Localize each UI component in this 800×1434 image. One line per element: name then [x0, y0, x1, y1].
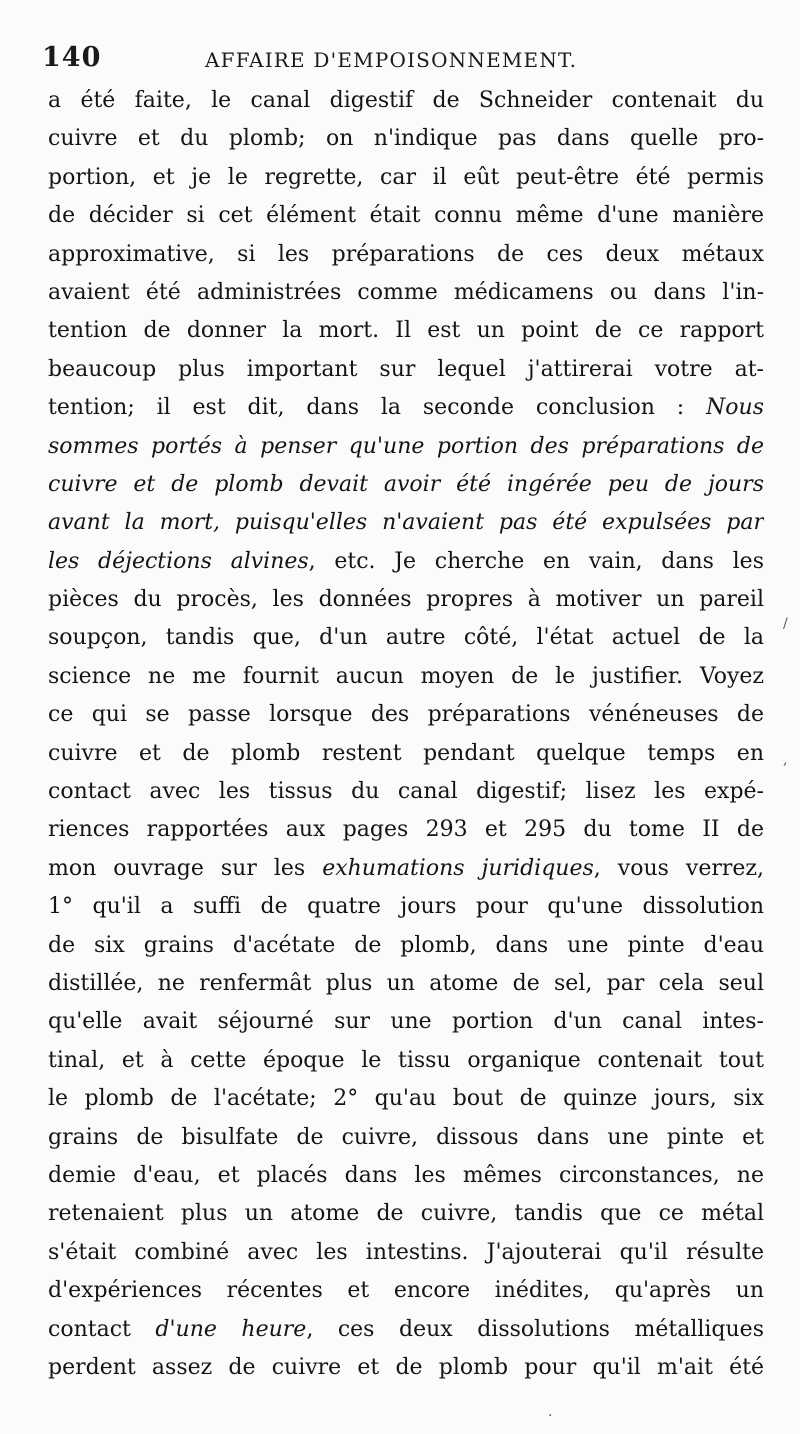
text-line — [48, 236, 764, 274]
text-line — [48, 82, 764, 120]
margin-mark: · — [548, 1408, 553, 1424]
margin-mark: / — [783, 616, 788, 632]
text-run: de décider si cet élément était connu même d'une manière — [48, 203, 764, 229]
text-line — [48, 696, 764, 734]
text-run: ce qui se passe lorsque des préparations vénéneuses de — [48, 702, 764, 728]
text-run: cuivre et de plomb restent pendant quelque temps en — [48, 740, 764, 766]
text-run: le plomb de l'acétate; 2° qu'au bout de quinze jours, six — [48, 1086, 764, 1112]
italic-text: sommes portés à penser qu'une portion des préparations de — [48, 433, 764, 459]
text-run: s'était combiné avec les intestins. J'ajouterai qu'il résulte — [48, 1239, 764, 1265]
text-line — [48, 274, 764, 312]
italic-text: exhumations juridiques — [322, 855, 594, 881]
text-run: tention de donner la mort. Il est un point de ce rapport — [48, 318, 764, 344]
text-run: science ne me fournit aucun moyen de le justifier. Voyez — [48, 663, 764, 689]
margin-mark: , — [783, 752, 788, 768]
text-run: qu'elle avait séjourné sur une portion d'un canal intes- — [48, 1009, 764, 1035]
text-line — [48, 159, 764, 197]
text-line — [48, 1119, 764, 1157]
text-line — [48, 927, 764, 965]
text-line — [48, 466, 764, 504]
italic-text: les déjections alvines — [48, 548, 309, 574]
text-run: grains de bisulfate de cuivre, dissous dans une pinte et — [48, 1124, 764, 1150]
text-line — [48, 735, 764, 773]
text-run: perdent assez de cuivre et de plomb pour qu'il m'ait été — [48, 1354, 764, 1380]
text-line — [48, 1003, 764, 1041]
running-head — [42, 42, 762, 82]
text-run: demie d'eau, et placés dans les mêmes circonstances, ne — [48, 1162, 764, 1188]
text-run: d'expériences récentes et encore inédites, qu'après un — [48, 1278, 764, 1304]
text-line — [48, 543, 764, 581]
text-line — [48, 811, 764, 849]
text-run: , vous verrez, — [593, 855, 764, 881]
text-run: de six grains d'acétate de plomb, dans une pinte d'eau — [48, 932, 764, 958]
text-line — [48, 389, 764, 427]
italic-text: d'une heure — [155, 1316, 307, 1342]
text-line — [48, 1080, 764, 1118]
text-run: , etc. Je cherche en vain, dans les — [308, 548, 764, 574]
text-line — [48, 312, 764, 350]
text-line — [48, 965, 764, 1003]
text-run: beaucoup plus important sur lequel j'attirerai votre at- — [48, 356, 764, 382]
text-line — [48, 1349, 764, 1387]
text-line — [48, 888, 764, 926]
text-line — [48, 1042, 764, 1080]
text-run: retenaient plus un atome de cuivre, tandis que ce métal — [48, 1201, 764, 1227]
text-run: contact — [48, 1316, 156, 1342]
text-run: , ces deux dissolutions métalliques — [306, 1316, 764, 1342]
text-run: cuivre et du plomb; on n'indique pas dans quelle pro- — [48, 126, 764, 152]
text-run: tinal, et à cette époque le tissu organique contenait tout — [48, 1047, 764, 1073]
page-heading: AFFAIRE D'EMPOISONNEMENT. — [205, 48, 578, 72]
text-line — [48, 1272, 764, 1310]
text-run: contact avec les tissus du canal digestif; lisez les expé- — [48, 779, 764, 805]
text-line — [48, 773, 764, 811]
italic-text: avant la mort, puisqu'elles n'avaient pas été expulsées par — [48, 510, 764, 536]
text-line — [48, 1234, 764, 1272]
text-line — [48, 581, 764, 619]
text-line — [48, 658, 764, 696]
italic-text: Nous — [706, 395, 764, 421]
text-run: riences rapportées aux pages 293 et 295 du tome II de — [48, 817, 764, 843]
text-line — [48, 619, 764, 657]
text-line — [48, 120, 764, 158]
text-line — [48, 1157, 764, 1195]
page-number: 140 — [42, 42, 102, 73]
text-run: avaient été administrées comme médicamens ou dans l'in- — [48, 279, 764, 305]
text-run: 1° qu'il a suffi de quatre jours pour qu'une dissolution — [48, 894, 764, 920]
body-text — [48, 82, 768, 1387]
text-run: distillée, ne renfermât plus un atome de sel, par cela seul — [48, 970, 764, 996]
text-line — [48, 197, 764, 235]
text-run: mon ouvrage sur les — [48, 855, 323, 881]
text-line — [48, 850, 764, 888]
text-run: pièces du procès, les données propres à motiver un pareil — [48, 587, 764, 613]
text-line — [48, 351, 764, 389]
text-run: soupçon, tandis que, d'un autre côté, l'état actuel de la — [48, 625, 764, 651]
text-line — [48, 428, 764, 466]
text-line — [48, 1311, 764, 1349]
text-run: approximative, si les préparations de ces deux métaux — [48, 241, 764, 267]
italic-text: cuivre et de plomb devait avoir été ingérée peu de jours — [48, 471, 764, 497]
text-line — [48, 504, 764, 542]
text-run: tention; il est dit, dans la seconde conclusion : — [48, 395, 707, 421]
text-line — [48, 1195, 764, 1233]
text-run: portion, et je le regrette, car il eût peut-être été permis — [48, 164, 764, 190]
text-run: a été faite, le canal digestif de Schneider contenait du — [48, 88, 764, 113]
